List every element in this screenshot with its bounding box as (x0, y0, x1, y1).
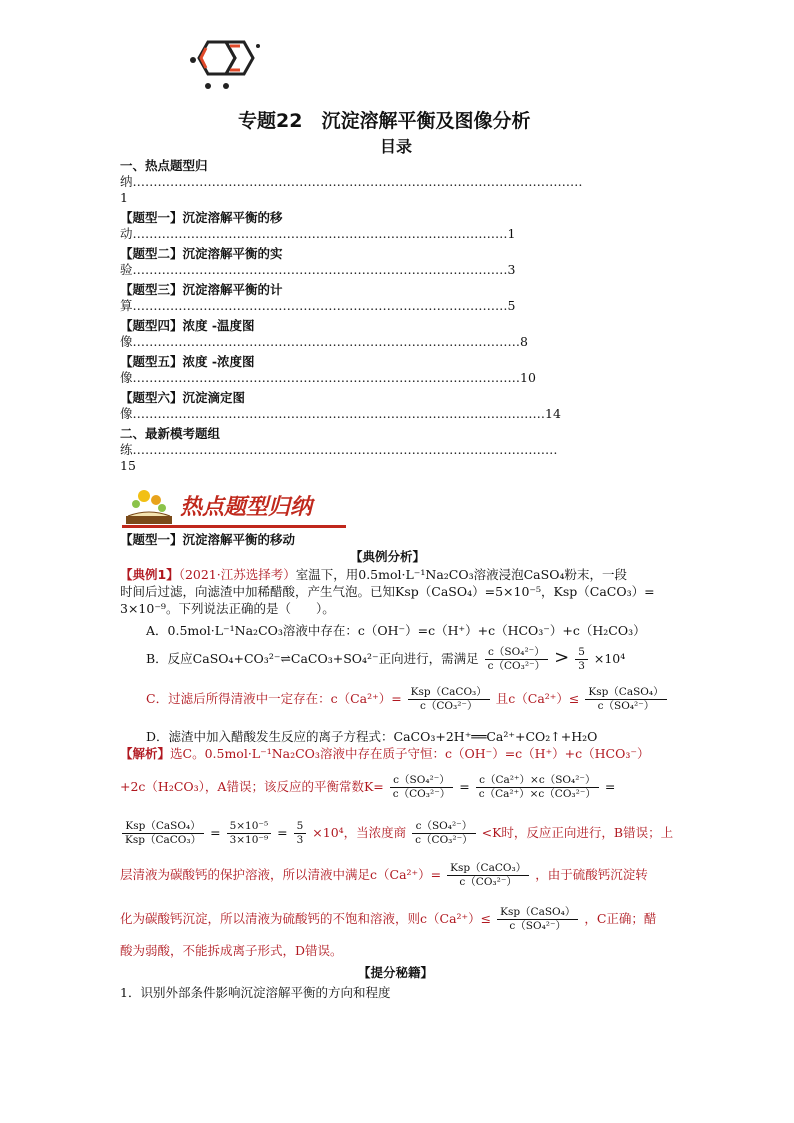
toc-line[interactable]: 一、热点题型归 (120, 158, 208, 173)
analysis-text: 选C。0.5mol·L⁻¹Na₂CO₃溶液中存在质子守恒：c（OH⁻）=c（H⁺）+c（HCO₃⁻） (170, 746, 650, 761)
table-of-contents (120, 158, 583, 474)
section-banner (122, 486, 346, 530)
fraction-numerator: 5 (575, 646, 588, 660)
analysis-text: ，由于硫酸钙沉淀转 (535, 867, 648, 882)
example-tag: 【典例1】 (120, 567, 179, 582)
analysis-text: 层清液为碳酸钙的保护溶液，所以清液中满足c（Ca²⁺）= (120, 867, 442, 882)
fraction-numerator: Ksp（CaSO₄） (122, 820, 204, 834)
fraction-denominator: c（CO₃²⁻） (487, 660, 546, 672)
analysis-tag: 【解析】 (120, 746, 171, 761)
option-b (146, 646, 625, 673)
analysis-line (120, 745, 649, 762)
toc-line: 像………………………………………………………………………………………14 (120, 406, 561, 421)
toc-line: 像…………………………………………………………………………………8 (120, 334, 528, 349)
fraction-denominator: c（SO₄²⁻） (509, 920, 567, 932)
analysis-text: 化为碳酸钙沉淀，所以清液为硫酸钙的不饱和溶液，则c（Ca²⁺）≤ (120, 911, 492, 926)
toc-line: 验………………………………………………………………………………3 (120, 262, 516, 277)
analysis-line: +2c（H₂CO₃），A错误；该反应的平衡常数K= $\frac{\text{c（SO₄²⁻）}}{\text{c（CO₃²⁻）}}$ = $\frac{\text{c（Ca²⁺）×c（SO₄²⁻）}}{\text{c（Ca²⁺）×c（CO₃²⁻）}}$ = (120, 774, 616, 800)
stem-line: 3×10⁻⁹。下列说法正确的是（ ）。 (120, 601, 335, 616)
option-b-text: ×10⁴ (593, 651, 626, 666)
toc-line: 练………………………………………………………………………………………… (120, 442, 558, 457)
fraction-numerator: Ksp（CaCO₃） (447, 862, 529, 876)
analysis-text: ，C正确；醋 (584, 911, 657, 926)
fraction (485, 646, 548, 673)
fraction-numerator: 5×10⁻⁵ (227, 820, 272, 834)
banner-text: 热点题型归纳 (180, 494, 313, 520)
option-d: D．滤渣中加入醋酸发生反应的离子方程式：CaCO₃+2H⁺══Ca²⁺+CO₂↑+H₂O (146, 729, 598, 744)
fraction (390, 774, 453, 801)
typical-heading: 【典例分析】 (350, 549, 426, 564)
option-c-text: C．过滤后所得清液中一定存在：c（Ca²⁺）= (146, 691, 402, 706)
greater-than: > (554, 647, 570, 668)
toc-title: 目录 (380, 137, 413, 156)
fraction-denominator: c（Ca²⁺）×c（CO₃²⁻） (478, 788, 596, 800)
toc-line: 像…………………………………………………………………………………10 (120, 370, 536, 385)
fraction (122, 820, 204, 847)
fraction-denominator: 3×10⁻⁹ (229, 834, 269, 846)
fraction (294, 820, 307, 847)
analysis-text: ×10⁴，当浓度商 (312, 825, 407, 840)
fraction-numerator: c（SO₄²⁻） (485, 646, 548, 660)
fraction-numerator: c（SO₄²⁻） (390, 774, 453, 788)
fraction (497, 906, 578, 933)
toc-line: 算………………………………………………………………………………5 (120, 298, 516, 313)
toc-line: 动………………………………………………………………………………1 (120, 226, 516, 241)
toc-line[interactable]: 【题型五】浓度 -浓度图 (120, 354, 255, 369)
toc-line[interactable]: 【题型二】沉淀溶解平衡的实 (120, 246, 283, 261)
fraction (412, 820, 475, 847)
fraction-denominator: 3 (296, 834, 304, 846)
toc-line[interactable]: 【题型三】沉淀溶解平衡的计 (120, 282, 283, 297)
analysis-line: $\frac{\text{Ksp（CaSO₄）}}{\text{Ksp（CaCO₃）}}$ = $\frac{\text{5×10⁻⁵}}{\text{3×10⁻⁹}}$ = $\frac{5}{3}$ ×10⁴，当浓度商 $\frac{\text{c（SO₄²⁻）}}{\text{c（CO₃²⁻）}}$ <K时，反应正向进行，B错误；上 (120, 820, 673, 847)
fraction-numerator: c（Ca²⁺）×c（SO₄²⁻） (476, 774, 599, 788)
fraction-numerator: Ksp（CaSO₄） (585, 686, 666, 700)
example-stem (120, 566, 627, 583)
toc-line[interactable]: 【题型六】沉淀滴定图 (120, 390, 246, 405)
toc-line[interactable]: 二、最新模考题组 (120, 426, 221, 441)
toc-line[interactable]: 【题型四】浓度 -温度图 (120, 318, 255, 333)
fraction-denominator: c（SO₄²⁻） (597, 700, 655, 712)
stem-line: 室温下，用0.5mol·L⁻¹Na₂CO₃溶液浸泡CaSO₄粉末，一段 (295, 567, 627, 582)
fraction-denominator: c（CO₃²⁻） (419, 700, 478, 712)
tips-heading: 【提分秘籍】 (358, 965, 434, 980)
fraction-denominator: 3 (578, 660, 585, 672)
toc-line[interactable]: 【题型一】沉淀溶解平衡的移 (120, 210, 283, 225)
fraction-numerator: 5 (294, 820, 307, 834)
section-label: 【题型一】沉淀溶解平衡的移动 (120, 532, 296, 547)
fraction-numerator: c（SO₄²⁻） (412, 820, 475, 834)
option-b-text: B．反应CaSO₄+CO₃²⁻⇌CaCO₃+SO₄²⁻正向进行，需满足 (146, 651, 479, 666)
analysis-text: +2c（H₂CO₃），A错误；该反应的平衡常数K= (120, 779, 384, 794)
fraction (447, 862, 529, 889)
option-c (146, 686, 669, 713)
header-logo-icon (186, 34, 260, 94)
fraction-denominator: c（CO₃²⁻） (459, 876, 517, 888)
toc-page: 15 (120, 458, 136, 473)
option-c-text: 且c（Ca²⁺）≤ (495, 691, 580, 706)
fraction (408, 686, 490, 713)
fraction (476, 774, 599, 801)
toc-page: 1 (120, 190, 128, 205)
example-source: （2021·江苏选择考） (178, 567, 296, 582)
fraction (227, 820, 272, 847)
analysis-text: <K时，反应正向进行，B错误；上 (481, 825, 674, 840)
analysis-line: 酸为弱酸，不能拆成离子形式，D错误。 (120, 943, 343, 958)
analysis-line (120, 906, 656, 933)
analysis-line (120, 862, 648, 889)
book-flower-icon (122, 486, 178, 530)
stem-line: 时间后过滤，向滤渣中加稀醋酸，产生气泡。已知Ksp（CaSO₄）=5×10⁻⁵，Ksp（CaCO₃）= (120, 584, 655, 599)
fraction-denominator: c（CO₃²⁻） (415, 834, 473, 846)
fraction (585, 686, 666, 713)
fraction (575, 646, 588, 673)
banner-divider (122, 525, 346, 528)
page-title: 专题22 沉淀溶解平衡及图像分析 (238, 110, 531, 132)
toc-line: 纳……………………………………………………………………………………………… (120, 174, 583, 189)
tip-line: 1．识别外部条件影响沉淀溶解平衡的方向和程度 (120, 985, 391, 1000)
fraction-numerator: Ksp（CaSO₄） (497, 906, 578, 920)
fraction-numerator: Ksp（CaCO₃） (408, 686, 490, 700)
option-a: A．0.5mol·L⁻¹Na₂CO₃溶液中存在：c（OH⁻）=c（H⁺）+c（HCO₃⁻）+c（H₂CO₃） (146, 623, 646, 638)
fraction-denominator: c（CO₃²⁻） (392, 788, 451, 800)
fraction-denominator: Ksp（CaCO₃） (125, 834, 202, 846)
